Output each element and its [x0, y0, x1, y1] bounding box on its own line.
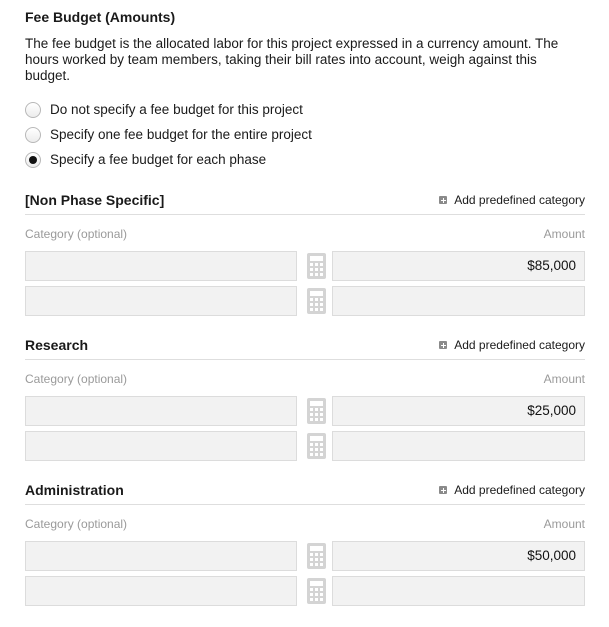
budget-row — [25, 396, 585, 426]
section-title: Administration — [25, 482, 124, 498]
category-input[interactable] — [25, 251, 297, 281]
calculator-icon[interactable] — [307, 578, 326, 604]
category-input[interactable] — [25, 431, 297, 461]
column-labels — [25, 517, 585, 531]
column-labels — [25, 372, 585, 386]
section-title: Research — [25, 337, 89, 353]
amount-input[interactable] — [332, 576, 585, 606]
calculator-icon[interactable] — [307, 288, 326, 314]
amount-input[interactable]: $85,000 — [332, 251, 585, 281]
category-column-label: Category (optional) — [25, 227, 128, 241]
option-per-phase[interactable] — [25, 147, 312, 172]
add-category-label: Add predefined category — [454, 483, 585, 497]
budget-mode-radio-group — [25, 97, 312, 172]
amount-input[interactable] — [332, 286, 585, 316]
page-title: Fee Budget (Amounts) — [25, 9, 176, 25]
plus-square-icon — [439, 341, 447, 349]
amount-input[interactable] — [332, 431, 585, 461]
amount-column-label: Amount — [543, 517, 585, 531]
option-label: Specify a fee budget for each phase — [50, 152, 267, 167]
option-one-budget[interactable] — [25, 122, 312, 147]
option-no-budget[interactable] — [25, 97, 312, 122]
option-label: Do not specify a fee budget for this project — [50, 102, 303, 117]
category-input[interactable] — [25, 286, 297, 316]
radio-no-budget[interactable] — [25, 102, 41, 118]
section-non-phase-specific — [25, 192, 585, 337]
description-text: The fee budget is the allocated labor for this project expressed in a currency amount. The hours worked by team members, taking their bill rates into account, weigh against this budget. — [25, 36, 559, 83]
category-input[interactable] — [25, 396, 297, 426]
amount-column-label: Amount — [543, 227, 585, 241]
category-input[interactable] — [25, 576, 297, 606]
section-header — [25, 337, 585, 360]
category-input[interactable] — [25, 541, 297, 571]
add-category-label: Add predefined category — [454, 193, 585, 207]
radio-one-budget[interactable] — [25, 127, 41, 143]
add-predefined-category-button[interactable] — [439, 338, 585, 352]
plus-square-icon — [439, 196, 447, 204]
amount-input[interactable]: $25,000 — [332, 396, 585, 426]
category-column-label: Category (optional) — [25, 372, 128, 386]
section-title: [Non Phase Specific] — [25, 192, 165, 208]
calculator-icon[interactable] — [307, 433, 326, 459]
add-category-label: Add predefined category — [454, 338, 585, 352]
section-header — [25, 482, 585, 505]
radio-per-phase[interactable] — [25, 152, 41, 168]
add-predefined-category-button[interactable] — [439, 193, 585, 207]
section-research — [25, 337, 585, 482]
calculator-icon[interactable] — [307, 253, 326, 279]
add-predefined-category-button[interactable] — [439, 483, 585, 497]
budget-row — [25, 286, 585, 316]
budget-row — [25, 251, 585, 281]
amount-input[interactable]: $50,000 — [332, 541, 585, 571]
option-label: Specify one fee budget for the entire project — [50, 127, 312, 142]
calculator-icon[interactable] — [307, 543, 326, 569]
section-administration — [25, 482, 585, 627]
plus-square-icon — [439, 486, 447, 494]
column-labels — [25, 227, 585, 241]
section-header — [25, 192, 585, 215]
category-column-label: Category (optional) — [25, 517, 128, 531]
budget-row — [25, 576, 585, 606]
budget-row — [25, 541, 585, 571]
calculator-icon[interactable] — [307, 398, 326, 424]
budget-row — [25, 431, 585, 461]
amount-column-label: Amount — [543, 372, 585, 386]
